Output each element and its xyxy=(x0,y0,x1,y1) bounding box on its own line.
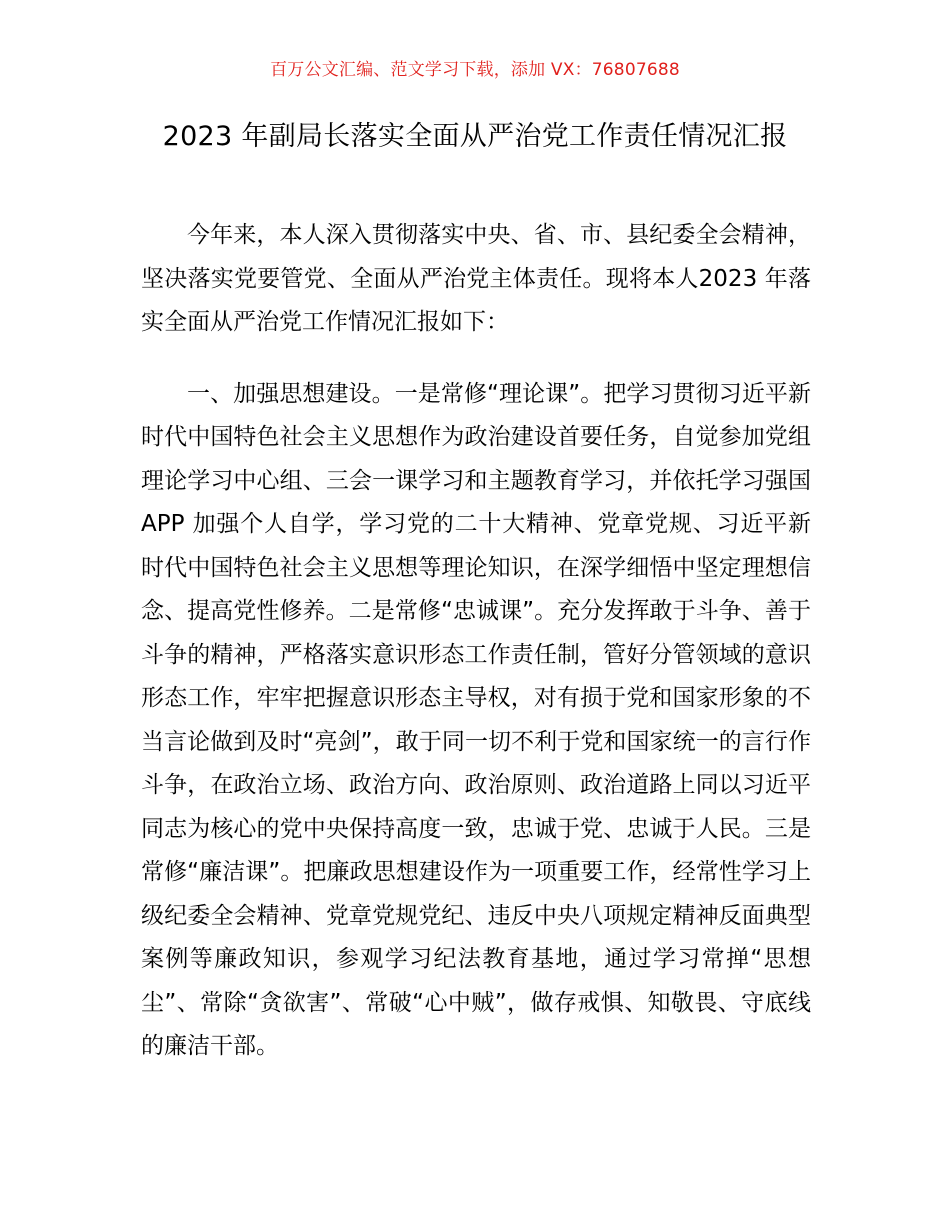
section-one-paragraph: 一、加强思想建设。一是常修“理论课”。把学习贯彻习近平新时代中国特色社会主义思想作为政治建设首要任务，自觉参加党组理论学习中心组、三会一课学习和主题教育学习，并依托学习强国 APP 加强个人自学，学习党的二十大精神、党章党规、习近平新时代中国特色社会主义思想等理论知识，在深学细悟中坚定理想信念、提高党性修养。二是常修“忠诚课”。充分发挥敢于斗争、善于斗争的精神，严格落实意识形态工作责任制，管好分管领域的意识形态工作，牢牢把握意识形态主导权，对有损于党和国家形象的不当言论做到及时“亮剑”，敢于同一切不利于党和国家统一的言行作斗争，在政治立场、政治方向、政治原则、政治道路上同以习近平同志为核心的党中央保持高度一致，忠诚于党、忠诚于人民。三是常修“廉洁课”。把廉政思想建设作为一项重要工作，经常性学习上级纪委全会精神、党章党规党纪、违反中央八项规定精神反面典型案例等廉政知识，参观学习纪法教育基地，通过学习常掸“思想尘”、常除“贪欲害”、常破“心中贼”，做存戒惧、知敬畏、守底线的廉洁干部。 xyxy=(141,380,811,1059)
document-body xyxy=(141,214,811,1069)
intro-paragraph: 今年来，本人深入贯彻落实中央、省、市、县纪委全会精神，坚决落实党要管党、全面从严治党主体责任。现将本人2023 年落实全面从严治党工作情况汇报如下： xyxy=(141,222,811,335)
header-note: 百万公文汇编、范文学习下载，添加 VX：76807688 xyxy=(270,60,680,80)
document-title: 2023 年副局长落实全面从严治党工作责任情况汇报 xyxy=(162,121,788,152)
